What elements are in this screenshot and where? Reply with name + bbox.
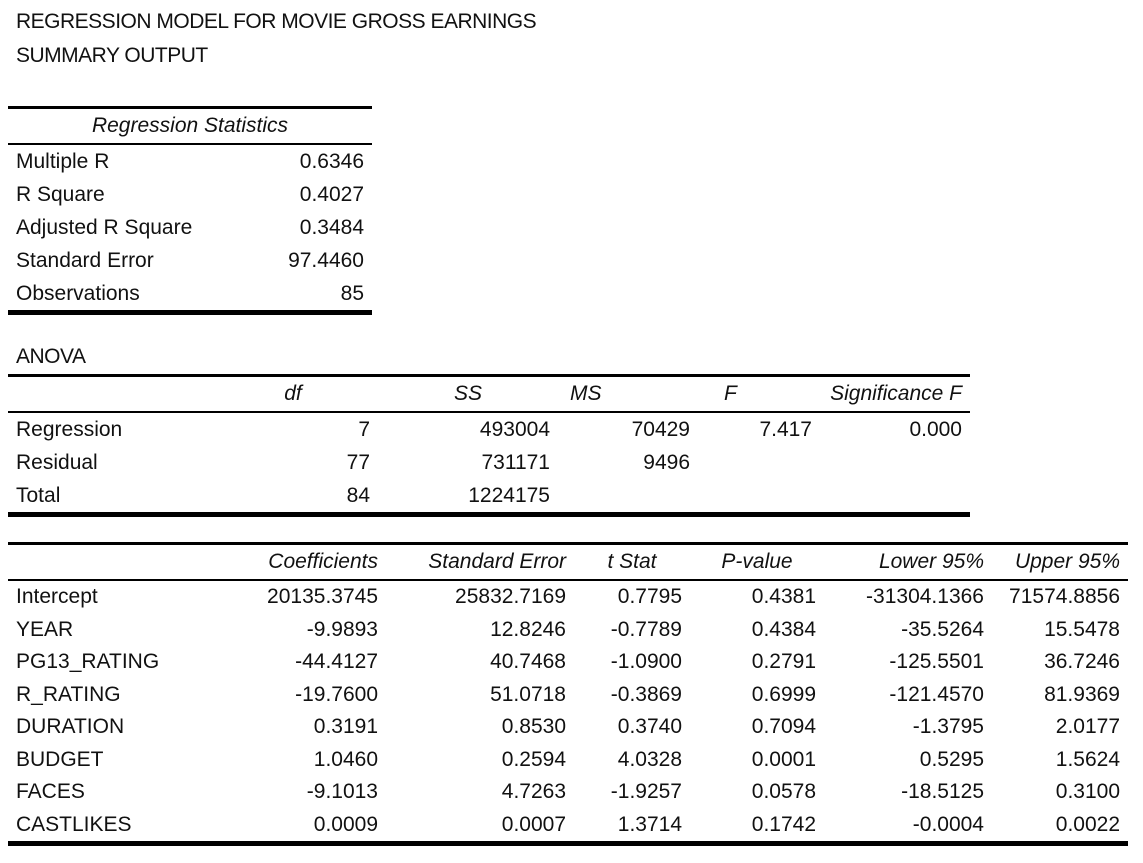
header-lower-95: Lower 95% [824, 544, 992, 581]
header-df: df [208, 376, 378, 413]
anova-f [698, 479, 820, 515]
t-stat-value: 0.3740 [617, 715, 682, 739]
upper-95-value: 1.5624 [1055, 747, 1120, 771]
variable-name: R_RATING [16, 682, 121, 706]
anova-source: Residual [16, 450, 98, 474]
lower-95-value: -31304.1366 [866, 585, 984, 609]
anova-ms: 70429 [631, 417, 690, 441]
lower-95-value: -1.3795 [912, 715, 984, 739]
upper-95-value: 36.7246 [1044, 650, 1120, 674]
t-stat-value: -1.0900 [610, 650, 682, 674]
table-row [8, 178, 372, 211]
header-upper-95: Upper 95% [992, 544, 1128, 581]
table-row [8, 809, 1128, 844]
standard-error-value: 40.7468 [490, 650, 566, 674]
stat-label: Multiple R [16, 149, 110, 173]
header-ms: MS [558, 376, 698, 413]
table-row [8, 614, 1128, 647]
variable-name: Intercept [16, 585, 98, 609]
table-row [8, 446, 970, 479]
p-value: 0.2791 [751, 650, 816, 674]
standard-error-value: 0.2594 [501, 747, 566, 771]
anova-df: 77 [346, 450, 370, 474]
upper-95-value: 81.9369 [1044, 682, 1120, 706]
standard-error-value: 0.8530 [501, 715, 566, 739]
table-header-row [8, 108, 372, 145]
table-header-row [8, 544, 1128, 581]
stat-value: 85 [340, 281, 364, 305]
coefficient-value: 0.0009 [313, 812, 378, 836]
header-source [8, 376, 208, 413]
stat-value: 0.4027 [299, 182, 364, 206]
t-stat-value: 1.3714 [617, 812, 682, 836]
anova-label: ANOVA [16, 345, 86, 368]
table-header-row [8, 376, 970, 413]
upper-95-value: 0.3100 [1055, 780, 1120, 804]
header-ss: SS [378, 376, 558, 413]
standard-error-value: 4.7263 [501, 780, 566, 804]
header-t-stat: t Stat [574, 544, 690, 581]
anova-ss: 493004 [479, 417, 550, 441]
standard-error-value: 25832.7169 [455, 585, 566, 609]
table-row [8, 711, 1128, 744]
variable-name: BUDGET [16, 747, 104, 771]
t-stat-value: -1.9257 [610, 780, 682, 804]
regression-statistics-table [8, 106, 372, 315]
coefficient-value: -9.1013 [306, 780, 378, 804]
header-f: F [698, 376, 820, 413]
p-value: 0.1742 [751, 812, 816, 836]
table-row [8, 776, 1128, 809]
p-value: 0.4381 [751, 585, 816, 609]
anova-significance-f [820, 479, 970, 515]
variable-name: PG13_RATING [16, 650, 160, 674]
table-row [8, 144, 372, 178]
t-stat-value: 0.7795 [617, 585, 682, 609]
p-value: 0.0578 [751, 780, 816, 804]
anova-ss: 1224175 [468, 483, 550, 507]
table-row [8, 244, 372, 277]
coefficient-value: -44.4127 [295, 650, 378, 674]
upper-95-value: 15.5478 [1044, 617, 1120, 641]
variable-name: YEAR [16, 617, 74, 641]
table-row [8, 211, 372, 244]
lower-95-value: -18.5125 [901, 780, 984, 804]
page-title: REGRESSION MODEL FOR MOVIE GROSS EARNINGS [16, 10, 537, 33]
coefficient-value: -9.9893 [306, 617, 378, 641]
anova-significance-f [820, 446, 970, 479]
anova-source: Regression [16, 417, 123, 441]
anova-source: Total [16, 483, 61, 507]
anova-significance-f: 0.000 [909, 417, 962, 441]
lower-95-value: -0.0004 [912, 812, 984, 836]
p-value: 0.7094 [751, 715, 816, 739]
lower-95-value: -125.5501 [889, 650, 984, 674]
table-row [8, 679, 1128, 712]
table-row [8, 479, 970, 515]
anova-df: 7 [358, 417, 370, 441]
t-stat-value: -0.3869 [610, 682, 682, 706]
page-subtitle: SUMMARY OUTPUT [16, 44, 208, 67]
header-variable [8, 544, 216, 581]
coefficients-table [8, 542, 1128, 846]
table-row [8, 580, 1128, 614]
anova-ms [558, 479, 698, 515]
upper-95-value: 71574.8856 [1009, 585, 1120, 609]
table-row [8, 744, 1128, 777]
stat-value: 97.4460 [288, 248, 364, 272]
p-value: 0.6999 [751, 682, 816, 706]
anova-f [698, 446, 820, 479]
standard-error-value: 0.0007 [501, 812, 566, 836]
header-p-value: P-value [690, 544, 824, 581]
table-row [8, 277, 372, 313]
stat-label: R Square [16, 182, 105, 206]
coefficient-value: 0.3191 [313, 715, 378, 739]
stat-label: Adjusted R Square [16, 215, 193, 239]
coefficient-value: -19.7600 [295, 682, 378, 706]
stat-value: 0.3484 [299, 215, 364, 239]
anova-ss: 731171 [481, 450, 550, 474]
header-standard-error: Standard Error [386, 544, 574, 581]
lower-95-value: -35.5264 [901, 617, 984, 641]
header-significance-f: Significance F [820, 376, 970, 413]
standard-error-value: 12.8246 [490, 617, 566, 641]
lower-95-value: -121.4570 [889, 682, 984, 706]
variable-name: CASTLIKES [16, 812, 132, 836]
p-value: 0.4384 [751, 617, 816, 641]
table-row [8, 412, 970, 446]
variable-name: DURATION [16, 715, 125, 739]
variable-name: FACES [16, 780, 85, 804]
anova-ms: 9496 [643, 450, 690, 474]
anova-df: 84 [346, 483, 370, 507]
stat-label: Observations [16, 281, 140, 305]
lower-95-value: 0.5295 [919, 747, 984, 771]
standard-error-value: 51.0718 [490, 682, 566, 706]
stat-label: Standard Error [16, 248, 154, 272]
coefficient-value: 20135.3745 [267, 585, 378, 609]
t-stat-value: -0.7789 [610, 617, 682, 641]
regression-statistics-heading: Regression Statistics [8, 108, 372, 145]
upper-95-value: 0.0022 [1055, 812, 1120, 836]
header-coefficients: Coefficients [216, 544, 386, 581]
p-value: 0.0001 [751, 747, 816, 771]
t-stat-value: 4.0328 [617, 747, 682, 771]
anova-table [8, 374, 970, 517]
stat-value: 0.6346 [299, 149, 364, 173]
anova-f: 7.417 [759, 417, 812, 441]
table-row [8, 646, 1128, 679]
coefficient-value: 1.0460 [313, 747, 378, 771]
upper-95-value: 2.0177 [1055, 715, 1120, 739]
